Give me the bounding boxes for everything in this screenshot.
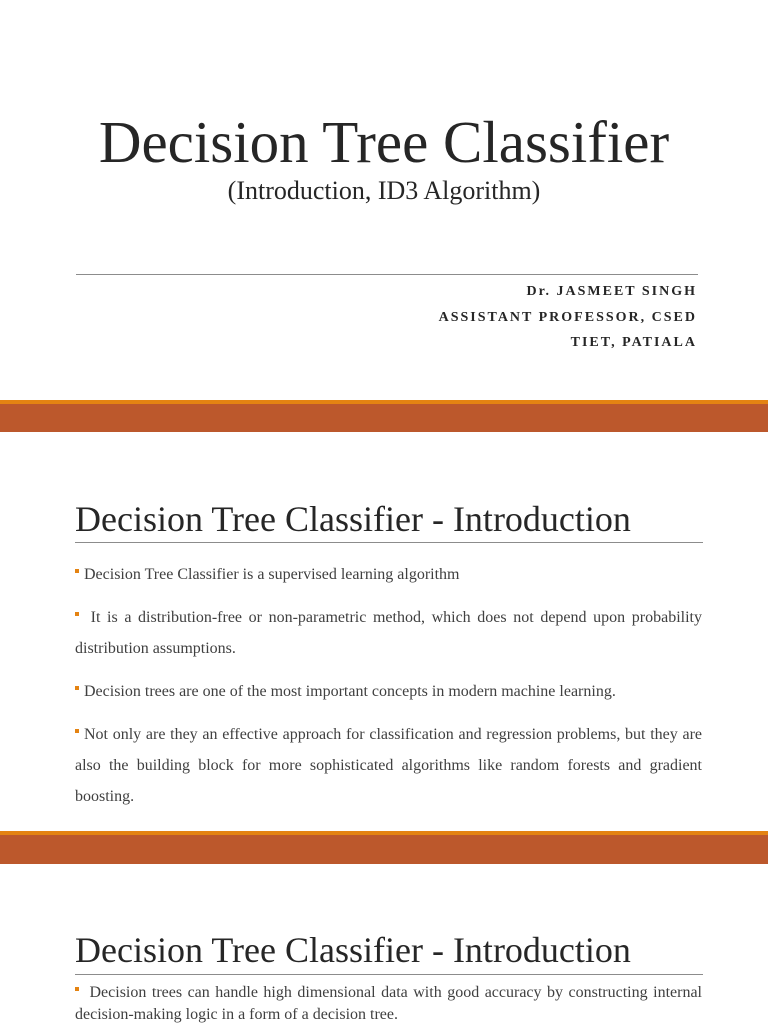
slide-separator xyxy=(0,835,768,864)
slide-separator xyxy=(0,404,768,432)
title-divider xyxy=(76,274,698,275)
bullet-text: Not only are they an effective approach for classification and regression problems, but they are also the building block for more sophisticated algorithms like random forests and gradient boosting. xyxy=(75,726,702,805)
slide-title: Decision Tree Classifier xyxy=(98,109,670,175)
slide-heading: Decision Tree Classifier - Introduction xyxy=(75,499,631,539)
bullet-text: Decision trees can handle high dimensional data with good accuracy by constructing internal decision-making logic in a form of a decision tree. xyxy=(75,984,702,1023)
slide-heading: Decision Tree Classifier - Introduction xyxy=(75,930,631,970)
bullet-icon xyxy=(75,612,79,616)
bullet-text: Decision trees are one of the most important concepts in modern machine learning. xyxy=(84,683,616,700)
bullet-icon xyxy=(75,686,79,690)
bullet-text: Decision Tree Classifier is a supervised learning algorithm xyxy=(84,566,460,583)
bullet-list xyxy=(75,982,702,1024)
list-item xyxy=(75,719,702,812)
author-name: Dr. JASMEET SINGH xyxy=(526,284,697,299)
bullet-text: It is a distribution-free or non-parametric method, which does not depend upon probability distribution assumptions. xyxy=(75,609,702,657)
author-institute: TIET, PATIALA xyxy=(570,335,697,350)
slide-subtitle: (Introduction, ID3 Algorithm) xyxy=(227,176,541,205)
bullet-icon xyxy=(75,987,79,991)
bullet-list xyxy=(75,559,702,812)
list-item xyxy=(75,676,702,707)
heading-underline xyxy=(75,542,703,543)
list-item xyxy=(75,559,702,590)
list-item xyxy=(75,982,702,1024)
author-position: ASSISTANT PROFESSOR, CSED xyxy=(438,310,697,325)
bullet-icon xyxy=(75,729,79,733)
list-item xyxy=(75,602,702,664)
bullet-icon xyxy=(75,569,79,573)
title-slide xyxy=(0,0,768,400)
heading-underline xyxy=(75,974,703,975)
